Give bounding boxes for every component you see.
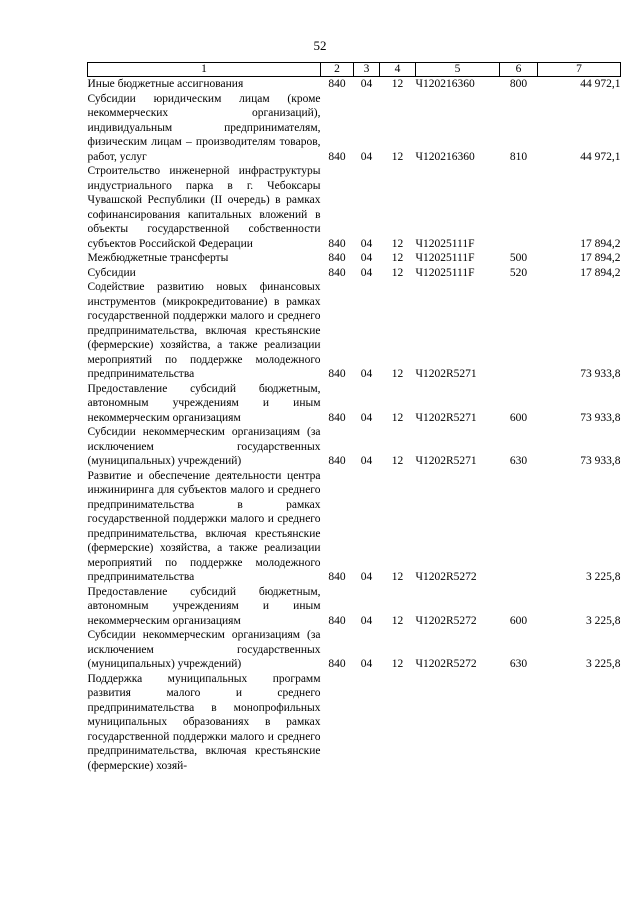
row-cell-c5: Ч12025111F (415, 237, 475, 250)
row-cell-c2: 840 (328, 368, 346, 380)
row-cell-c4: 12 (391, 411, 404, 424)
row-cell-c2: 840 (328, 78, 346, 90)
row-description: Строительство инженерной инфраструктуры индустриального парка в г. Чебоксары Чувашской Республики (II очередь) в рамках софинансирования капитальных вложений в объекты государственной собственности субъектов Российской Федерации (87, 165, 321, 250)
row-cell-c5: Ч1202R5272 (415, 614, 477, 627)
row-cell-c4: 12 (391, 237, 404, 250)
row-cell-c3: 04 (360, 150, 373, 163)
row-cell-c6: 600 (509, 614, 528, 627)
row-cell-c2: 840 (328, 237, 346, 250)
row-cell-c3 (354, 672, 380, 774)
row-cell-c6 (500, 164, 538, 251)
row-cell-c2: 840 (328, 614, 346, 627)
row-cell-c5: Ч120216360 (415, 78, 475, 90)
table-row (88, 92, 621, 165)
row-cell-c7: 17 894,2 (580, 252, 621, 264)
header-col-3: 3 (354, 63, 380, 77)
row-cell-c6 (500, 280, 538, 382)
row-cell-c2: 840 (328, 571, 346, 583)
row-cell-c5: Ч12025111F (415, 266, 475, 279)
row-cell-c6: 630 (509, 455, 528, 467)
row-cell-c5: Ч120216360 (415, 150, 475, 163)
row-cell-c5: Ч1202R5271 (415, 455, 477, 467)
row-description: Предоставление субсидий бюджетным, автономным учреждениям и иным некоммерческим организациям (87, 382, 321, 424)
row-cell-c5: Ч1202R5271 (415, 368, 477, 380)
row-cell-c6: 500 (509, 252, 528, 264)
row-cell-c7: 17 894,2 (580, 266, 621, 279)
row-cell-c4 (380, 672, 416, 774)
row-cell-c6 (500, 469, 538, 585)
row-cell-c3: 04 (360, 614, 373, 627)
row-cell-c3: 04 (360, 658, 373, 670)
row-description: Субсидии некоммерческим организациям (за исключением государственных (муниципальных) учреждений) (87, 426, 321, 467)
row-cell-c2 (321, 672, 354, 774)
row-cell-c7: 44 972,1 (580, 150, 621, 163)
row-description: Поддержка муниципальных программ развития малого и среднего предпринимательства в монопрофильных муниципальных образованиях в рамках государственной поддержки малого и среднего предпринимательства, включая крестьянские (фермерские) хозяй- (87, 672, 321, 772)
row-description: Субсидии (87, 266, 136, 279)
table-header (88, 63, 621, 77)
row-cell-c4: 12 (391, 252, 404, 264)
header-col-7: 7 (538, 63, 621, 77)
row-cell-c7: 73 933,8 (580, 368, 621, 380)
table-row (88, 628, 621, 672)
row-cell-c4: 12 (391, 266, 404, 279)
row-cell-c2: 840 (328, 252, 346, 264)
budget-table (87, 62, 621, 773)
row-description: Развитие и обеспечение деятельности центра инжиниринга для субъектов малого и среднего предпринимательства в рамках государственной поддержки малого и среднего предпринимательства, включая крестьянские (фермерские) хозяйства, а также реализации мероприятий по поддержке молодежного предпринимательства (87, 469, 321, 583)
row-cell-c3: 04 (360, 237, 373, 250)
row-cell-c4: 12 (391, 150, 404, 163)
table-row (88, 251, 621, 266)
row-description: Межбюджетные трансферты (87, 252, 229, 264)
row-cell-c3: 04 (360, 252, 373, 264)
row-cell-c3: 04 (360, 411, 373, 424)
table-body (88, 77, 621, 774)
table-row (88, 266, 621, 281)
row-description: Субсидии некоммерческим организациям (за исключением государственных (муниципальных) учреждений) (87, 629, 321, 670)
row-description: Субсидии юридическим лицам (кроме некоммерческих организаций), индивидуальным предпринимателям, физическим лицам – производителям товаров, работ, услуг (87, 92, 321, 163)
row-cell-c7: 73 933,8 (580, 455, 621, 467)
table-row (88, 280, 621, 382)
row-cell-c7: 44 972,1 (580, 78, 621, 90)
row-description: Иные бюджетные ассигнования (87, 78, 244, 90)
row-cell-c4: 12 (391, 571, 404, 583)
row-cell-c7: 3 225,8 (586, 614, 621, 627)
header-col-5: 5 (416, 63, 500, 77)
row-cell-c6: 800 (509, 78, 528, 90)
row-cell-c6 (500, 672, 538, 774)
table-row (88, 672, 621, 774)
page-number: 52 (313, 38, 327, 53)
row-cell-c7 (538, 672, 621, 774)
table-row (88, 77, 621, 92)
table-row (88, 585, 621, 629)
row-cell-c3: 04 (360, 368, 373, 380)
row-cell-c5: Ч12025111F (415, 252, 475, 264)
row-cell-c5: Ч1202R5272 (415, 571, 477, 583)
row-cell-c3: 04 (360, 571, 373, 583)
row-cell-c2: 840 (328, 411, 346, 424)
row-cell-c4: 12 (391, 455, 404, 467)
row-cell-c4: 12 (391, 368, 404, 380)
row-cell-c4: 12 (391, 78, 404, 90)
table-row (88, 382, 621, 426)
row-description: Содействие развитию новых финансовых инструментов (микрокредитование) в рамках государственной поддержки малого и среднего предпринимательства, включая крестьянские (фермерские) хозяйства, а также реализации мероприятий по поддержке молодежного предпринимательства (87, 281, 321, 380)
header-col-2: 2 (321, 63, 354, 77)
row-cell-c6: 630 (509, 658, 528, 670)
row-cell-c2: 840 (328, 266, 346, 279)
row-cell-c6: 810 (509, 150, 528, 163)
row-cell-c5 (416, 672, 500, 774)
row-cell-c7: 3 225,8 (586, 571, 621, 583)
table-row (88, 469, 621, 585)
row-cell-c6: 520 (509, 266, 528, 279)
table-row (88, 164, 621, 251)
header-col-4: 4 (380, 63, 416, 77)
header-col-6: 6 (500, 63, 538, 77)
row-cell-c2: 840 (328, 455, 346, 467)
row-cell-c3: 04 (360, 78, 373, 90)
row-cell-c6: 600 (509, 411, 528, 424)
row-cell-c3: 04 (360, 455, 373, 467)
row-cell-c3: 04 (360, 266, 373, 279)
header-row (88, 63, 621, 77)
row-description: Предоставление субсидий бюджетным, автономным учреждениям и иным некоммерческим организациям (87, 585, 321, 627)
row-cell-c7: 17 894,2 (580, 237, 621, 250)
row-cell-c5: Ч1202R5272 (415, 658, 477, 670)
row-cell-c4: 12 (391, 614, 404, 627)
row-cell-c7: 73 933,8 (580, 411, 621, 424)
header-col-1: 1 (88, 63, 321, 77)
row-cell-c2: 840 (328, 658, 346, 670)
row-cell-c4: 12 (391, 658, 404, 670)
row-cell-c7: 3 225,8 (586, 658, 621, 670)
table-row (88, 425, 621, 469)
row-cell-c2: 840 (328, 150, 346, 163)
row-cell-c5: Ч1202R5271 (415, 411, 477, 424)
